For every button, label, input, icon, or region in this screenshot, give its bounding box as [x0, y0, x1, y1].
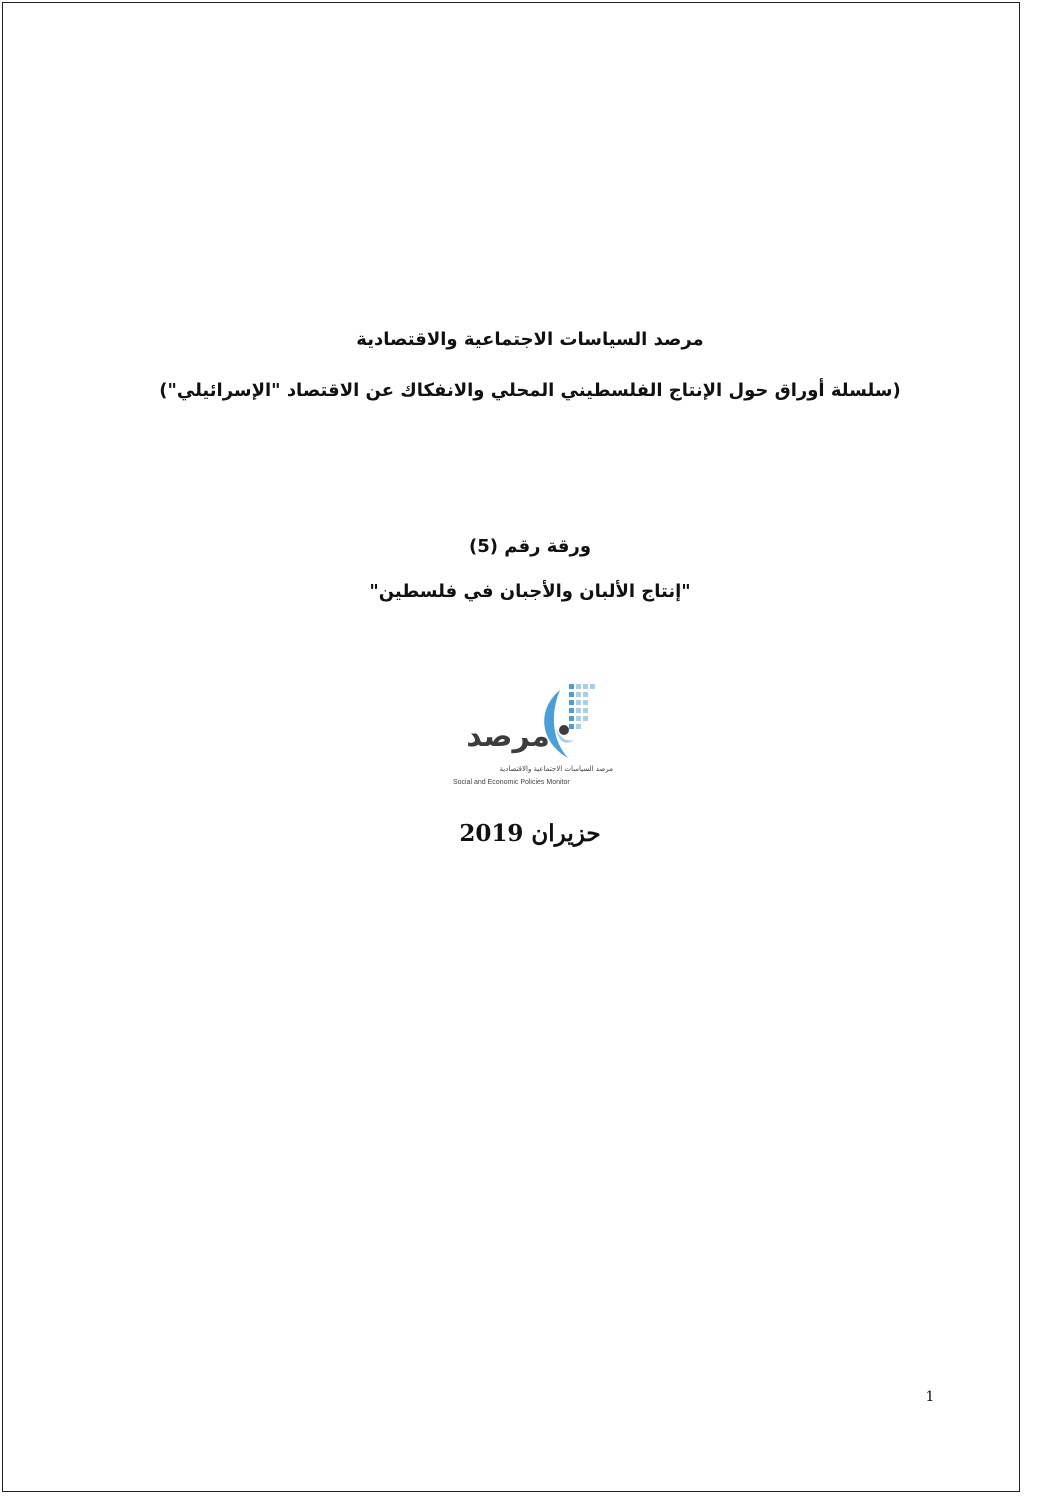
- logo-tagline-arabic: مرصد السياسات الاجتماعية والاقتصادية: [499, 765, 613, 773]
- publication-date: حزيران 2019: [459, 820, 601, 847]
- page-number: 1: [925, 1389, 935, 1405]
- logo-wordmark: مرصد: [466, 719, 550, 754]
- marsad-logo-icon: [448, 680, 618, 765]
- paper-number: ورقة رقم (5): [468, 536, 592, 557]
- organization-title: مرصد السياسات الاجتماعية والاقتصادية: [356, 329, 704, 350]
- paper-title: "إنتاج الألبان والأجبان في فلسطين": [369, 581, 691, 602]
- series-title: (سلسلة أوراق حول الإنتاج الفلسطيني المحلي والانفكاك عن الاقتصاد "الإسرائيلي"): [159, 380, 901, 401]
- marsad-logo: [448, 680, 618, 795]
- logo-tagline-english: Social and Economic Policies Monitor: [453, 779, 570, 786]
